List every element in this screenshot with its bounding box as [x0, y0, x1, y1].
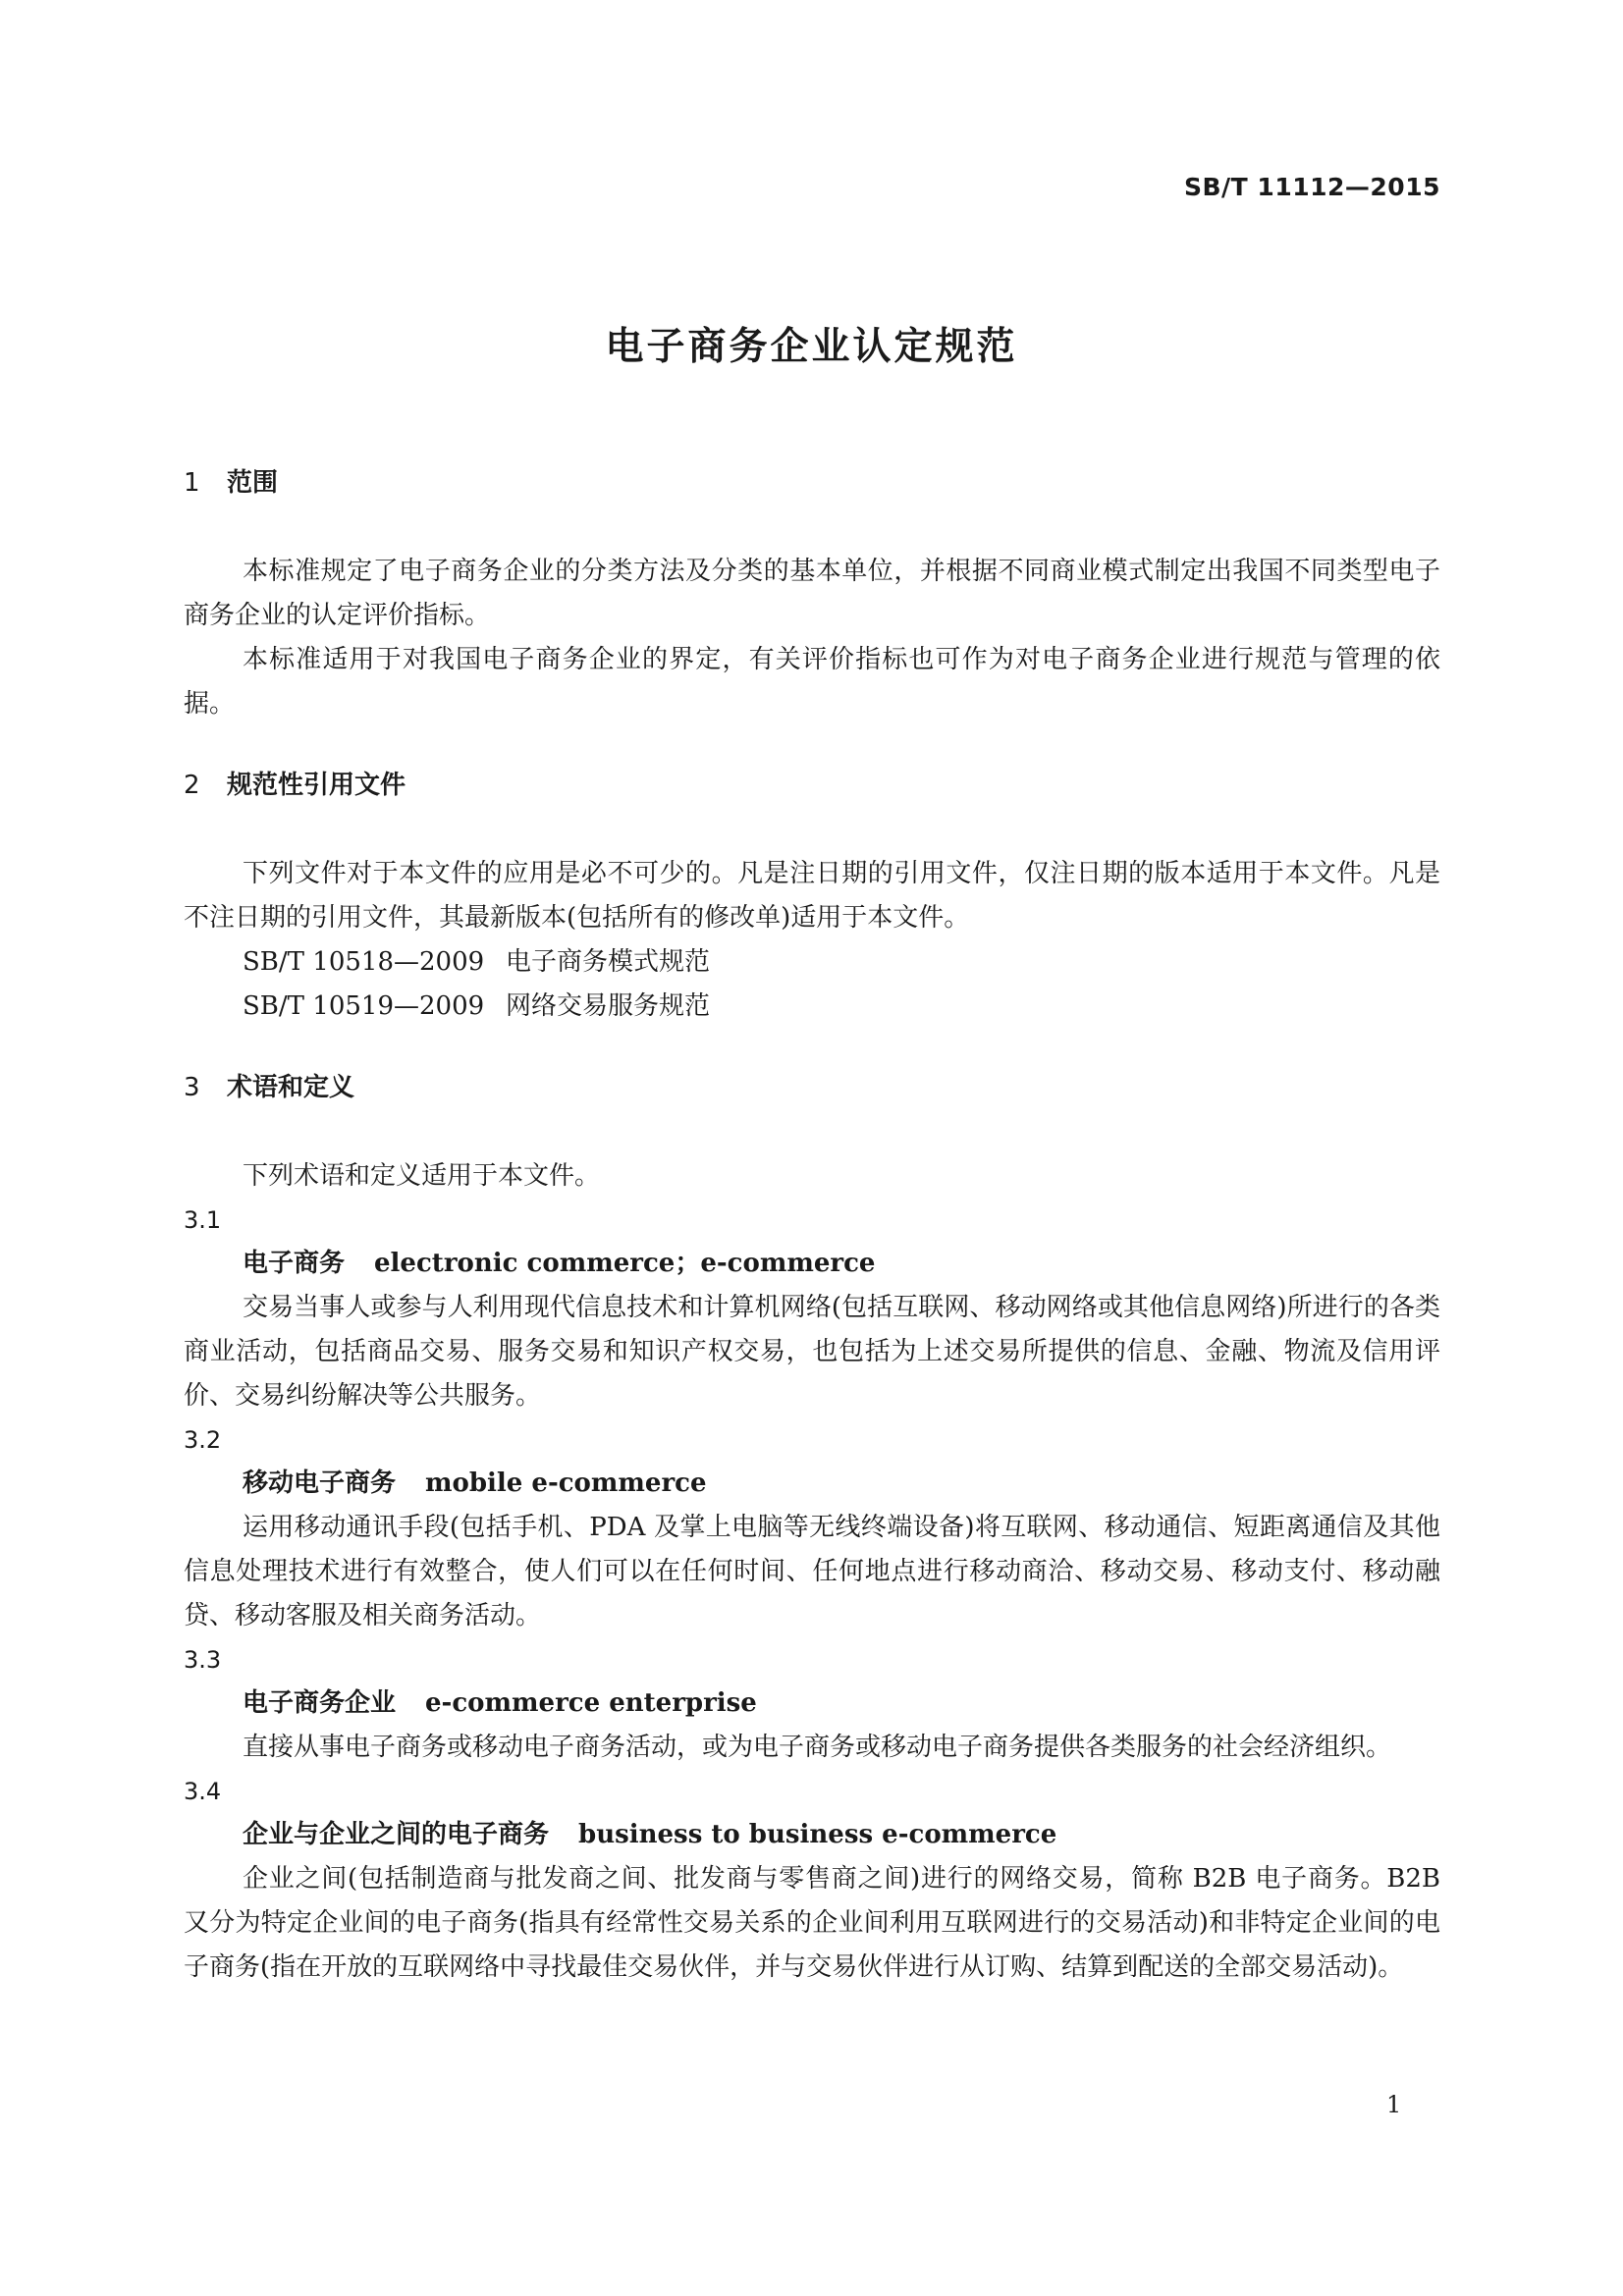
- term-english: mobile e-commerce: [425, 1468, 707, 1498]
- term-chinese: 移动电子商务: [243, 1468, 397, 1498]
- term-number: 3.1: [184, 1206, 222, 1234]
- term-title: [184, 1682, 1440, 1726]
- term-number: 3.3: [184, 1646, 222, 1674]
- scope-paragraph: 本标准适用于对我国电子商务企业的界定，有关评价指标也可作为对电子商务企业进行规范与管理的依据。: [184, 645, 1440, 719]
- term-definition: 交易当事人或参与人利用现代信息技术和计算机网络(包括互联网、移动网络或其他信息网络)所进行的各类商业活动，包括商品交易、服务交易和知识产权交易，也包括为上述交易所提供的信息、金融、物流及信用评价、交易纠纷解决等公共服务。: [184, 1293, 1440, 1411]
- term-definition: 企业之间(包括制造商与批发商之间、批发商与零售商之间)进行的网络交易，简称 B2B 电子商务。B2B 又分为特定企业间的电子商务(指具有经常性交易关系的企业间利用互联网进行的交易活动)和非特定企业间的电子商务(指在开放的互联网络中寻找最佳交易伙伴，并与交易伙伴进行从订购、结算到配送的全部交易活动)。: [184, 1864, 1440, 1982]
- term-english: electronic commerce；e-commerce: [374, 1249, 876, 1278]
- section-number: 1: [184, 468, 200, 498]
- term-english: business to business e-commerce: [578, 1820, 1057, 1849]
- reference-title: 网络交易服务规范: [506, 991, 711, 1021]
- section-heading-normative-references: [184, 764, 1440, 807]
- term-chinese: 电子商务企业: [243, 1688, 397, 1718]
- term-number: 3.4: [184, 1778, 222, 1805]
- term-chinese: 企业与企业之间的电子商务: [243, 1820, 550, 1849]
- section-heading-terms-and-definitions: [184, 1066, 1440, 1109]
- terms-intro: 下列术语和定义适用于本文件。: [243, 1161, 601, 1191]
- section-heading-scope: [184, 461, 1440, 505]
- reference-item: [184, 940, 1440, 985]
- section-number: 3: [184, 1073, 200, 1102]
- section-title: 术语和定义: [227, 1073, 355, 1102]
- term-definition: 直接从事电子商务或移动电子商务活动，或为电子商务或移动电子商务提供各类服务的社会经济组织。: [243, 1733, 1392, 1762]
- standard-code: SB/T 11112—2015: [1183, 173, 1440, 201]
- reference-title: 电子商务模式规范: [506, 947, 711, 977]
- term-chinese: 电子商务: [243, 1249, 346, 1278]
- section-title: 规范性引用文件: [227, 771, 406, 800]
- scope-paragraph: 本标准规定了电子商务企业的分类方法及分类的基本单位，并根据不同商业模式制定出我国不同类型电子商务企业的认定评价指标。: [184, 557, 1440, 630]
- term-title: [184, 1813, 1440, 1857]
- section-title: 范围: [227, 468, 279, 498]
- term-definition: 运用移动通讯手段(包括手机、PDA 及掌上电脑等无线终端设备)将互联网、移动通信、短距离通信及其他信息处理技术进行有效整合，使人们可以在任何时间、任何地点进行移动商洽、移动交易、移动支付、移动融贷、移动客服及相关商务活动。: [184, 1513, 1440, 1630]
- term-title: [184, 1242, 1440, 1286]
- reference-code: SB/T 10518—2009: [243, 947, 485, 977]
- term-number: 3.2: [184, 1426, 222, 1454]
- section-number: 2: [184, 771, 200, 800]
- document-title: 电子商务企业认定规范: [605, 325, 1018, 369]
- document-body: [184, 461, 1440, 1990]
- reference-code: SB/T 10519—2009: [243, 991, 485, 1021]
- term-title: [184, 1462, 1440, 1506]
- reference-item: [184, 985, 1440, 1029]
- references-intro: 下列文件对于本文件的应用是必不可少的。凡是注日期的引用文件，仅注日期的版本适用于本文件。凡是不注日期的引用文件，其最新版本(包括所有的修改单)适用于本文件。: [184, 859, 1440, 933]
- page-number: 1: [1386, 2091, 1402, 2118]
- term-english: e-commerce enterprise: [425, 1688, 757, 1718]
